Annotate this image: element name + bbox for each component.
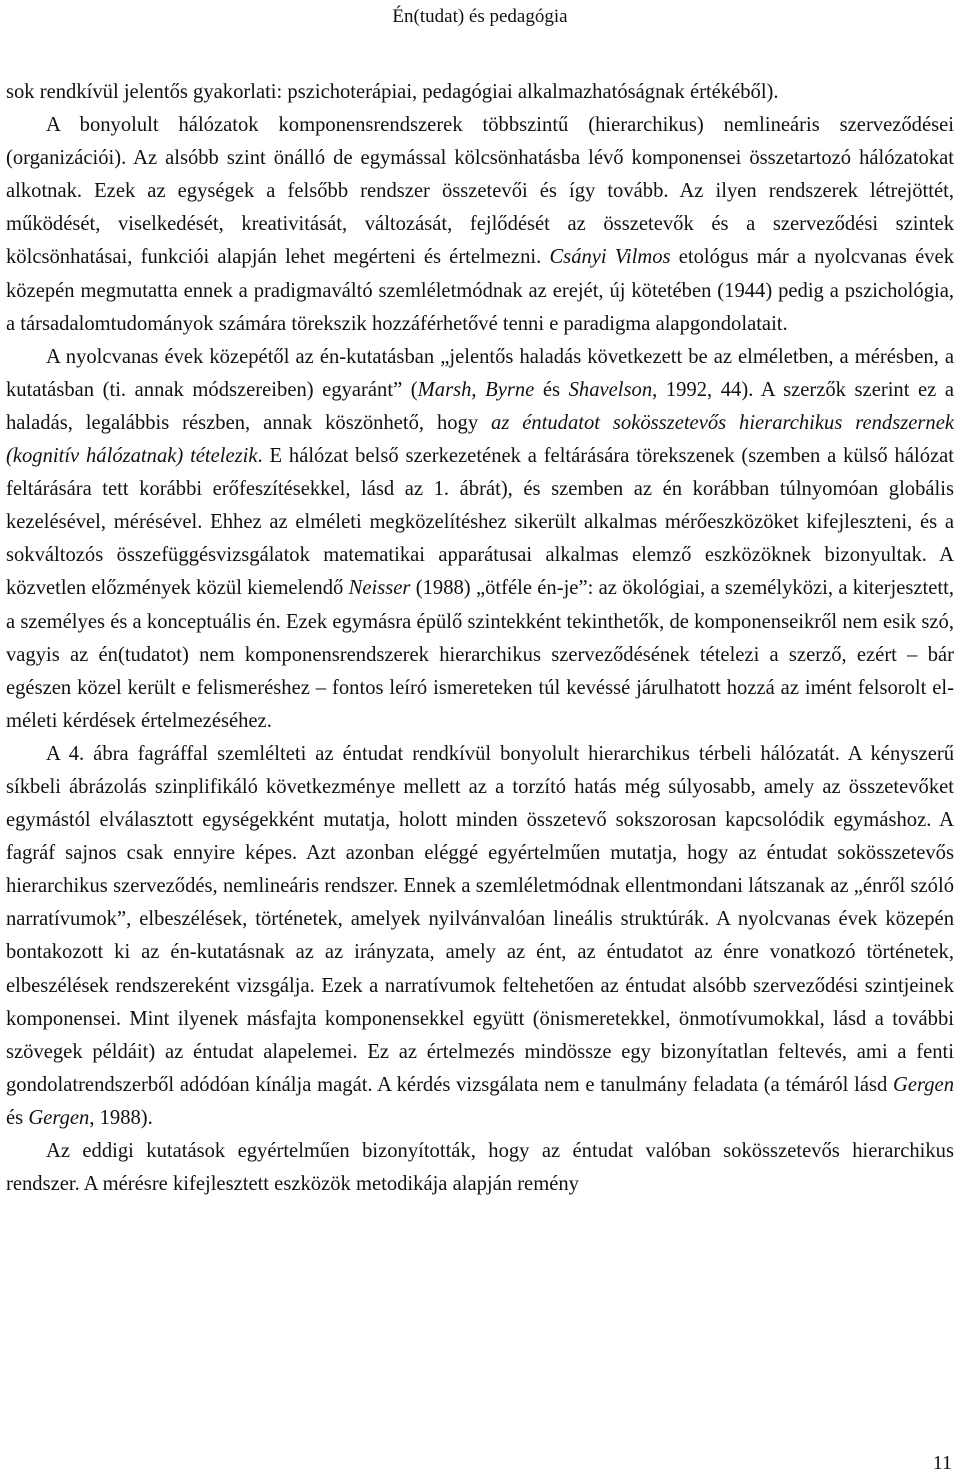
author-name: Csányi Vilmos: [549, 246, 671, 269]
paragraph-text: , 1988).: [89, 1106, 153, 1129]
paragraph-text: . E hálózat belső szerkezetének a feltárására törekszenek (szemben a külső hálózat feltárására tett korábbi erőfeszítésekkel, lásd az 1. ábrát), és szemben az én korábban túlnyomóan globális kezelésével, mérésével. Ehhez az elméleti megközelítéshez sikerült alkalmas mérőeszközöket kifejleszteni, és a sokváltozós összefüggésvizsgálatok matematikai apparátusai alkalmas elemző eszközöknek bizonyultak. A közvetlen előzmények közül kiemelendő: [6, 445, 954, 600]
paragraph-self-research: [6, 341, 954, 738]
author-name: Gergen: [893, 1073, 954, 1096]
author-name: Gergen: [28, 1106, 90, 1129]
body-text: [6, 76, 954, 1201]
author-name: Shavelson: [568, 378, 653, 401]
paragraph-tree-graph: [6, 738, 954, 1135]
paragraph-continuation: [6, 76, 954, 109]
emphasized-text: az éntudatot sokösszetevős hierarchikus rendszernek (kognitív hálózatnak) tételezik: [6, 411, 954, 468]
paragraph-text: sok rendkívül jelentős gyakorlati: pszichoterápiai, pedagógiai alkalmazhatóságnak értékéből).: [6, 81, 779, 103]
paragraph-text: etológus már a nyolcvanas évek közepén megmutatta ennek a pradigmaváltó szemléletmódnak az erejét, új kötetében (1944) pedig a pszichológia, a társadalomtudományok számára törekszik hozzáférhetővé tenni e paradigma alapgondolatait.: [6, 246, 954, 335]
paragraph-text: A 4. ábra fagráffal szemlélteti az éntudat rendkívül bonyolult hierarchikus térbeli hálózatát. A kényszerű síkbeli ábrázolás szinplifikáló következménye mellett az a torzító hatás még súlyosabb, amely az összetevőket egymástól elválasztott egységekként mutatja, holott minden összetevő sokszorosan kapcsolódik egymáshoz. A fagráf sajnos csak ennyire képes. Azt azonban eléggé egyértelműen mutatja, hogy az éntudat sokösszetevős hierarchikus szerveződés, nemlineáris rendszer. Ennek a szemléletmódnak ellentmondani látszanak az „énről szóló narratívumok”, elbeszélések, történetek, amelyek nyilvánvalóan lineális struktúrák. A nyolcvanas évek közepén bontakozott ki az én-kutatásnak az az irányzata, amely az ént, az éntudatot az énre vonatkozó történetek, elbeszélések rendszereként vizsgálja. Ezek a narratívumok feltehetően az éntudat alsóbb szerveződési szintjeinek komponensei. Mint ilyenek másfajta komponensekkel együtt (önismeretekkel, önmotívumokkal, lásd a további szövegek példáit) az éntudat alapelemei. Ez az értelmezés mindössze egy bizonyítatlan feltevés, ami a fenti gondolatrendszerből adódóan kínálja magát. A kérdés vizsgálata nem e tanulmány feladata (a témáról lásd: [6, 742, 954, 1096]
page-number: 11: [932, 1452, 952, 1474]
paragraph-text: A bonyolult hálózatok komponensrendszerek többszintű (hierarchikus) nemlineáris szerveződései (organizációi). Az alsóbb szint önálló de egymással kölcsönhatásba lévő komponensei összetartozó hálózatokat alkotnak. Ezek az egységek a felsőbb rendszer összetevői és így tovább. Az ilyen rendszerek létrejöttét, működését, viselkedését, kreativitását, változását, fejlődését az összetevők és a szerveződési szintek kölcsönhatásai, funkciói alapján lehet megérteni és értelmezni.: [6, 114, 954, 269]
running-head: Én(tudat) és pedagógia: [392, 6, 568, 27]
paragraph-text: (1988) „ötféle én-je”: az ökológiai, a személyközi, a kiterjesztett, a személyes és a konceptuális én. Ezek egymásra épülő szintekként tekinthetők, de komponenseikről nem esik szó, vagyis az én(tudatot) nem komponensrendszerek hierarchikus szerveződésének tételezi a szerző, ezért – bár egészen közel került e felismeréshez – fontos leíró ismereteken túl kevéssé járulhatott hozzá az imént felsorolt elméleti kérdések értelmezéséhez.: [6, 577, 954, 732]
author-name: Neisser: [348, 577, 411, 600]
paragraph-text: A nyolcvanas évek közepétől az én-kutatásban „jelentős haladás következett be az elméletben, a mérésben, a kutatásban (ti. annak módszereiben) egyaránt” (: [6, 345, 954, 401]
paragraph-complex-networks: [6, 109, 954, 341]
paragraph-text: , 1992, 44). A szerzők szerint ez a haladás, legalábbis részben, annak köszönhető, hogy: [6, 378, 954, 434]
paragraph-conclusion: [6, 1135, 954, 1201]
paragraph-text: és: [534, 378, 569, 401]
paragraph-text: Az eddigi kutatások egyértelműen bizonyították, hogy az éntudat valóban sokösszetevős hierarchikus rendszer. A mérésre kifejlesztett eszközök metodikája alapján remény: [6, 1140, 954, 1196]
author-name: Marsh, Byrne: [417, 378, 535, 401]
paragraph-text: és: [6, 1106, 29, 1129]
